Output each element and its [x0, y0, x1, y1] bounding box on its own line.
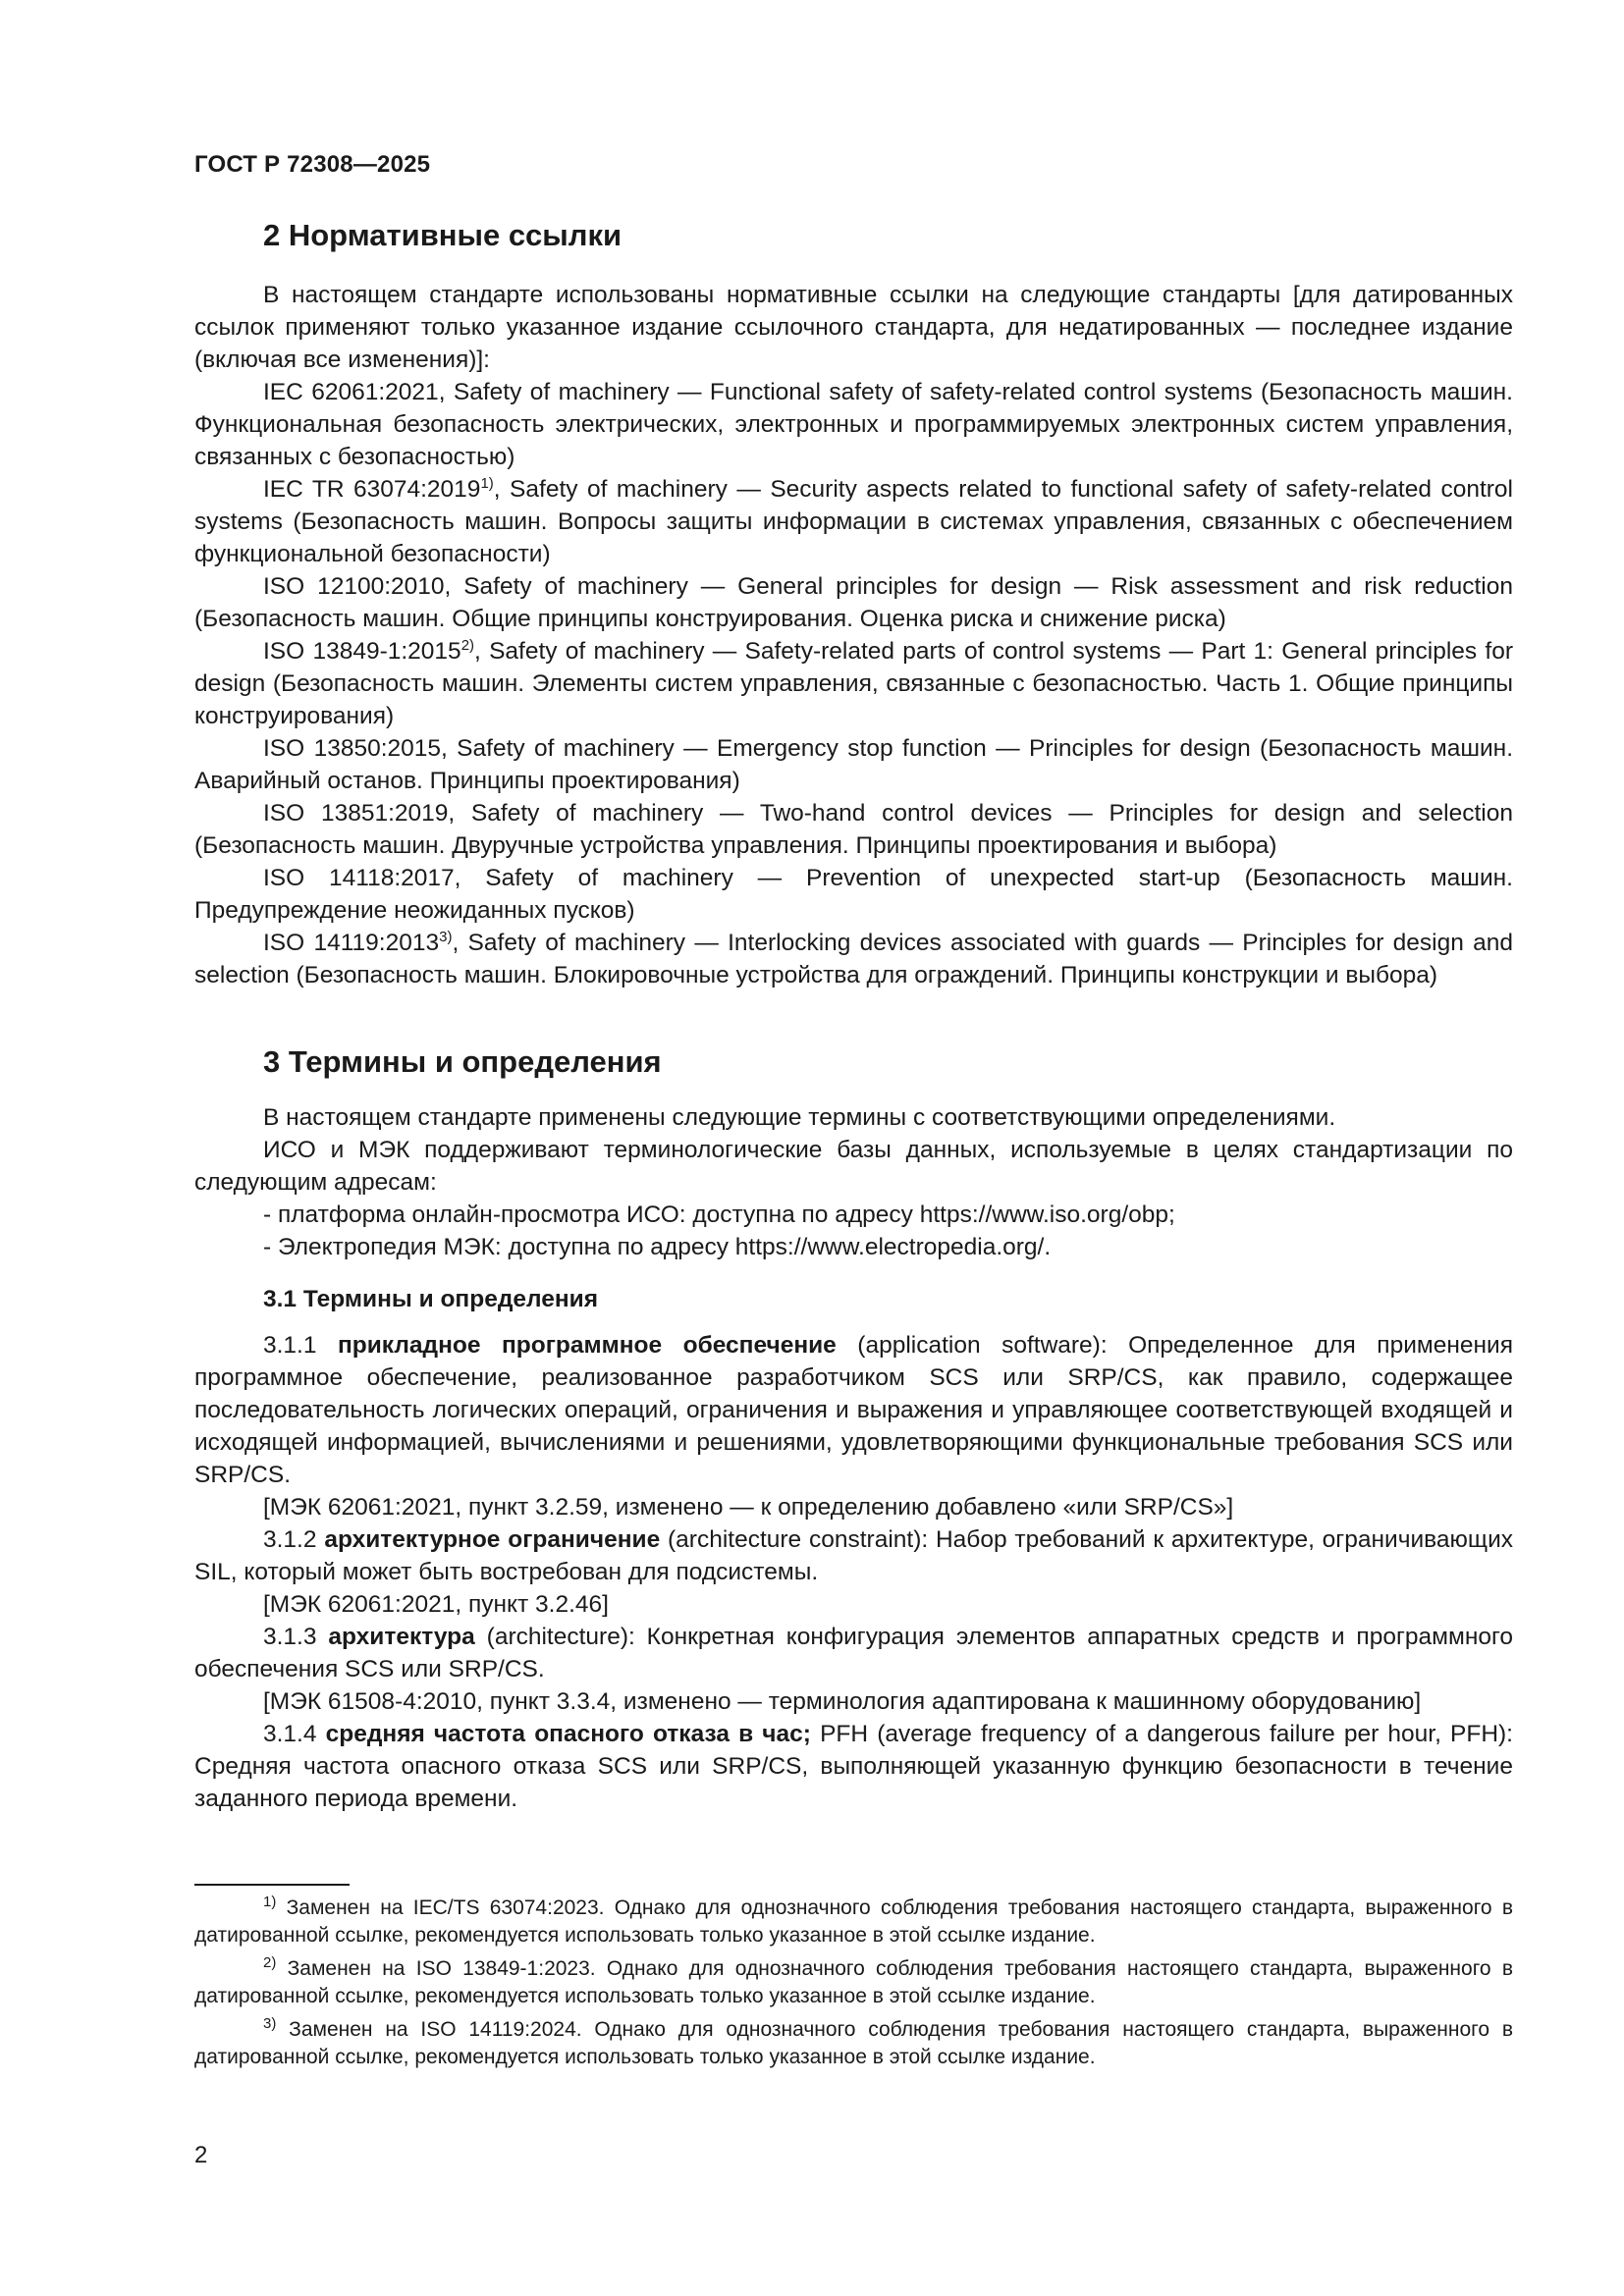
term-number: 3.1.3 [263, 1624, 317, 1650]
term-number: 3.1.1 [263, 1332, 317, 1359]
footnote-text: Заменен на ISO 13849-1:2023. Однако для однозначного соблюдения требования настоящего стандарта, выраженного в датированной ссылке, рекомендуется использовать только указанное в этой ссылке издание. [194, 1957, 1513, 2007]
reference-code: IEC TR 63074:2019 [263, 476, 481, 503]
standard-header: ГОСТ Р 72308—2025 [194, 151, 431, 178]
reference-code: ISO 14119:2013 [263, 930, 440, 956]
footnote-divider [194, 1884, 350, 1886]
section-3-intro: В настоящем стандарте применены следующие термины с соответствующими определениями. [263, 1104, 1336, 1131]
reference-text: , Safety of machinery — Interlocking devices associated with guards — Principles for design and selection (Безопасность машин. Блокировочные устройства для ограждений. Принципы конструкции и выбора) [194, 930, 1514, 988]
term-database-iec: - Электропедия МЭК: доступна по адресу https://www.electropedia.org/. [263, 1234, 1052, 1260]
footnote [194, 1955, 1513, 2010]
term-entry [194, 1718, 1513, 1815]
footnote [194, 1895, 1513, 1949]
reference-code: ISO 13851:2019 [263, 800, 449, 827]
reference-code: IEC 62061:2021 [263, 379, 439, 405]
term-entry [194, 1523, 1513, 1588]
term-name: архитектура [328, 1624, 475, 1650]
reference-item [194, 927, 1513, 991]
reference-code: ISO 13849-1:2015 [263, 638, 461, 665]
term-databases-intro: ИСО и МЭК поддерживают терминологические базы данных, используемые в целях стандартизации по следующим адресам: [194, 1137, 1513, 1196]
term-source: [МЭК 61508-4:2010, пункт 3.3.4, изменено — терминология адаптирована к машинному оборудованию] [263, 1688, 1422, 1715]
footnote-text: Заменен на ISO 14119:2024. Однако для однозначного соблюдения требования настоящего стандарта, выраженного в датированной ссылке, рекомендуется использовать только указанное в этой ссылке издание. [194, 2018, 1513, 2068]
footnote-ref[interactable]: 1) [480, 474, 494, 492]
reference-code: ISO 14118:2017 [263, 865, 455, 891]
term-entry [194, 1329, 1513, 1491]
reference-text: , Safety of machinery — General principles for design — Risk assessment and risk reduction (Безопасность машин. Общие принципы конструирования. Оценка риска и снижение риска) [194, 573, 1513, 632]
term-definition: PFH (average frequency of a dangerous failure per hour, PFH): Средняя частота опасного отказа SCS или SRP/CS, выполняющей указанную функцию безопасности в течение заданного периода времени. [194, 1721, 1513, 1812]
reference-text: , Safety of machinery — Security aspects related to functional safety of safety-related control systems (Безопасность машин. Вопросы защиты информации в системах управления, связанных с обеспечением функциональной безопасности) [194, 476, 1513, 567]
reference-item [194, 635, 1513, 732]
section-3-heading: 3 Термины и определения [263, 1044, 662, 1079]
reference-text: , Safety of machinery — Safety-related parts of control systems — Part 1: General principles for design (Безопасность машин. Элементы систем управления, связанные с безопасностью. Часть 1. Общие принципы конструирования) [194, 638, 1513, 729]
footnote-mark: 3) [263, 2015, 277, 2032]
reference-text: , Safety of machinery — Prevention of unexpected start-up (Безопасность машин. Предупреждение неожиданных пусков) [194, 865, 1513, 924]
term-source: [МЭК 62061:2021, пункт 3.2.59, изменено — к определению добавлено «или SRP/CS»] [263, 1494, 1234, 1521]
reference-item [194, 797, 1513, 862]
term-definition: (application software): Определенное для применения программное обеспечение, реализованное разработчиком SCS или SRP/CS, как правило, содержащее последовательность логических операций, ограничения и выражения и управляющее соответствующей входящей и исходящей информацией, вычислениями и решениями, удовлетворяющими функциональные требования SCS или SRP/CS. [194, 1332, 1513, 1488]
reference-item [194, 570, 1513, 635]
page-number: 2 [194, 2142, 208, 2168]
subsection-3-1-heading: 3.1 Термины и определения [263, 1286, 599, 1312]
footnotes [194, 1895, 1513, 2077]
term-database-iso: - платформа онлайн-просмотра ИСО: доступна по адресу https://www.iso.org/obp; [263, 1201, 1175, 1228]
term-number: 3.1.4 [263, 1721, 317, 1747]
reference-item [194, 473, 1513, 570]
reference-text: , Safety of machinery — Emergency stop function — Principles for design (Безопасность машин. Аварийный останов. Принципы проектирования) [194, 735, 1514, 794]
footnote-ref[interactable]: 2) [460, 636, 475, 654]
reference-code: ISO 12100:2010 [263, 573, 445, 600]
reference-text: , Safety of machinery — Two-hand control devices — Principles for design and selection (Безопасность машин. Двуручные устройства управления. Принципы проектирования и выбора) [194, 800, 1514, 859]
footnote-mark: 1) [263, 1894, 277, 1910]
reference-item [194, 376, 1513, 473]
footnote-mark: 2) [263, 1954, 277, 1971]
footnote [194, 2016, 1513, 2071]
footnote-text: Заменен на IEC/TS 63074:2023. Однако для однозначного соблюдения требования настоящего стандарта, выраженного в датированной ссылке, рекомендуется использовать только указанное в этой ссылке издание. [194, 1896, 1513, 1947]
reference-code: ISO 13850:2015 [263, 735, 442, 762]
reference-item [194, 862, 1513, 927]
term-source: [МЭК 62061:2021, пункт 3.2.46] [263, 1591, 609, 1618]
section-2-intro: В настоящем стандарте использованы нормативные ссылки на следующие стандарты [для датированных ссылок применяют только указанное издание ссылочного стандарта, для недатированных — последнее издание (включая все изменения)]: [194, 282, 1513, 373]
section-2-heading: 2 Нормативные ссылки [263, 218, 623, 252]
main-content [194, 216, 1513, 1815]
reference-text: , Safety of machinery — Functional safety of safety-related control systems (Безопасность машин. Функциональная безопасность электрических, электронных и программируемых электронных систем управления, связанных с безопасностью) [194, 379, 1513, 470]
term-name: прикладное программное обеспечение [337, 1332, 837, 1359]
term-name: архитектурное ограничение [324, 1526, 661, 1553]
term-entry [194, 1621, 1513, 1685]
term-definition: (architecture constraint): Набор требований к архитектуре, ограничивающих SIL, который может быть востребован для подсистемы. [194, 1526, 1513, 1585]
footnote-ref[interactable]: 3) [439, 928, 453, 945]
term-number: 3.1.2 [263, 1526, 317, 1553]
term-name: средняя частота опасного отказа в час; [325, 1721, 811, 1747]
reference-item [194, 732, 1513, 797]
term-definition: (architecture): Конкретная конфигурация элементов аппаратных средств и программного обеспечения SCS или SRP/CS. [194, 1624, 1513, 1682]
